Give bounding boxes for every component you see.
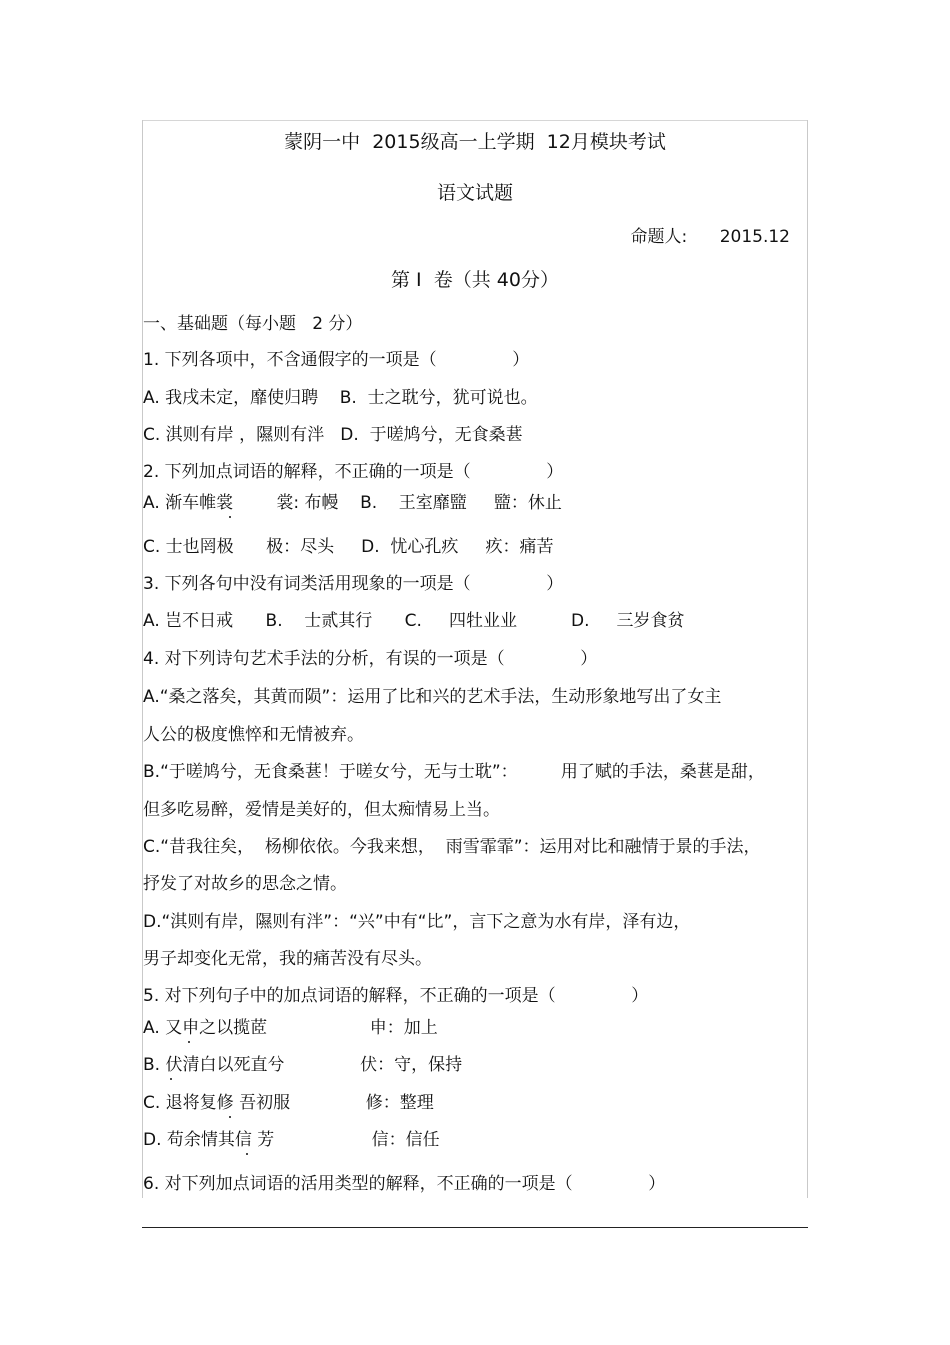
question-4-option-d-line1: D.“淇则有岸，隰则有泮”：“兴”中有“比”，言下之意为水有岸，泽有边， bbox=[143, 912, 691, 932]
question-3-stem: 3. 下列各句中没有词类活用现象的一项是（ ） bbox=[143, 574, 564, 594]
emphasis-dot bbox=[246, 1153, 248, 1155]
question-4-option-b-line2: 但多吃易醉，爱情是美好的，但太痴情易上当。 bbox=[143, 800, 500, 820]
question-4-option-c-line2: 抒发了对故乡的思念之情。 bbox=[143, 874, 347, 894]
emphasis-dot bbox=[188, 1041, 190, 1043]
question-5-option-d: D. 苟余情其信 芳 信：信任 bbox=[143, 1130, 440, 1150]
emphasis-dot bbox=[229, 1116, 231, 1118]
emphasis-dot bbox=[170, 1078, 172, 1080]
question-5-stem: 5. 对下列句子中的加点词语的解释，不正确的一项是（ ） bbox=[143, 986, 649, 1006]
question-4-option-b-line1: B.“于嗟鸠兮，无食桑葚！于嗟女兮，无与士耽”： 用了赋的手法，桑葚是甜， bbox=[143, 762, 765, 782]
volume-heading: 第 I 卷（共 40分） bbox=[391, 269, 559, 291]
section-heading: 一、基础题（每小题 2 分） bbox=[143, 314, 363, 334]
question-5-option-a: A. 又申之以揽茝 申：加上 bbox=[143, 1018, 438, 1038]
emphasis-dot bbox=[229, 516, 231, 518]
question-4-option-a-line1: A.“桑之落矣，其黄而陨”：运用了比和兴的艺术手法，生动形象地写出了女主 bbox=[143, 687, 722, 707]
question-6-stem: 6. 对下列加点词语的活用类型的解释，不正确的一项是（ ） bbox=[143, 1174, 666, 1194]
question-4-option-a-line2: 人公的极度憔悴和无情被弃。 bbox=[143, 725, 364, 745]
question-1-options-ab: A. 我戌未定，靡使归聘 B. 士之耽兮，犹可说也。 bbox=[143, 388, 538, 408]
question-2-options-ab: A. 渐车帷裳 裳: 布幔 B. 王室靡盬 盬：休止 bbox=[143, 493, 562, 513]
author-date: 命题人: 2015.12 bbox=[630, 227, 790, 247]
question-5-option-b: B. 伏清白以死直兮 伏：守，保持 bbox=[143, 1055, 463, 1075]
exam-title: 蒙阴一中 2015级高一上学期 12月模块考试 bbox=[284, 131, 666, 153]
page-frame-top bbox=[142, 120, 808, 121]
exam-subject: 语文试题 bbox=[436, 182, 513, 204]
question-2-options-cd: C. 士也罔极 极：尽头 D. 忧心孔疚 疚：痛苦 bbox=[143, 537, 554, 557]
question-1-options-cd: C. 淇则有岸 ，隰则有泮 D. 于嗟鸠兮，无食桑葚 bbox=[143, 425, 523, 445]
question-2-stem: 2. 下列加点词语的解释，不正确的一项是（ ） bbox=[143, 462, 564, 482]
page-footer-rule bbox=[142, 1227, 808, 1228]
question-5-option-c: C. 退将复修 吾初服 修：整理 bbox=[143, 1093, 434, 1113]
question-4-stem: 4. 对下列诗句艺术手法的分析，有误的一项是（ ） bbox=[143, 649, 598, 669]
question-3-options: A. 岂不日戒 B. 士贰其行 C. 四牡业业 D. 三岁食贫 bbox=[143, 611, 685, 631]
question-4-option-c-line1: C.“昔我往矣， 杨柳依依。今我来想， 雨雪霏霏”：运用对比和融情于景的手法， bbox=[143, 837, 761, 857]
question-4-option-d-line2: 男子却变化无常，我的痛苦没有尽头。 bbox=[143, 949, 432, 969]
question-1-stem: 1. 下列各项中，不含通假字的一项是（ ） bbox=[143, 350, 530, 370]
